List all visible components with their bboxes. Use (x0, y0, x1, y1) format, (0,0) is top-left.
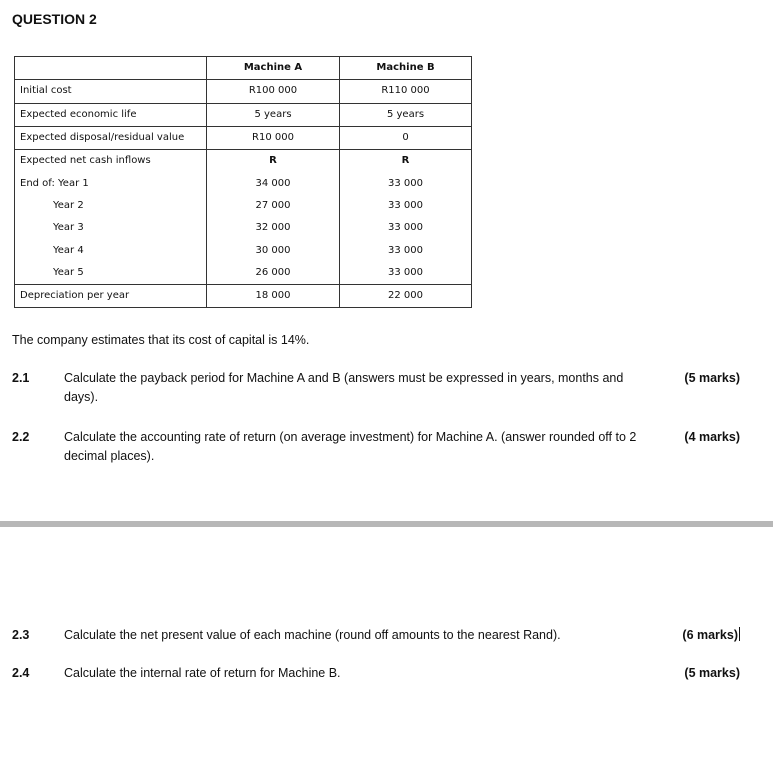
table-row (15, 103, 472, 126)
machine-b-value: 33 000 (340, 262, 472, 285)
table-row (15, 172, 472, 194)
machine-a-value: 5 years (207, 103, 340, 126)
question-number: 2.4 (12, 666, 30, 680)
row-label: Year 2 (15, 195, 207, 217)
row-label: Year 4 (15, 239, 207, 261)
question-marks: (4 marks) (684, 430, 740, 444)
machine-b-value: 5 years (340, 103, 472, 126)
machine-a-value: 30 000 (207, 239, 340, 261)
header-blank (15, 57, 207, 80)
machine-a-value: 26 000 (207, 262, 340, 285)
question-text: Calculate the net present value of each machine (round off amounts to the nearest Rand). (64, 628, 561, 642)
table-row (15, 239, 472, 261)
header-machine-b: Machine B (340, 57, 472, 80)
row-label: Expected net cash inflows (15, 150, 207, 173)
text-cursor (739, 627, 740, 641)
cost-of-capital-statement: The company estimates that its cost of capital is 14%. (12, 333, 310, 347)
table-header-row (15, 57, 472, 80)
question-number: 2.1 (12, 371, 30, 385)
machine-b-value: 33 000 (340, 217, 472, 239)
machine-a-value: 18 000 (207, 284, 340, 307)
question-text: Calculate the payback period for Machine A and B (answers must be expressed in years, months and days). (64, 371, 624, 404)
machine-b-value: R110 000 (340, 80, 472, 103)
row-label: Year 3 (15, 217, 207, 239)
machine-comparison-table (14, 56, 471, 308)
header-machine-a: Machine A (207, 57, 340, 80)
table-row (15, 126, 472, 149)
table-row (15, 217, 472, 239)
machine-a-value: R100 000 (207, 80, 340, 103)
machine-a-value: R (207, 150, 340, 173)
machine-b-value: 33 000 (340, 172, 472, 194)
machine-a-value: R10 000 (207, 126, 340, 149)
question-marks: (6 marks) (682, 628, 738, 642)
question-marks: (5 marks) (684, 371, 740, 385)
question-number: 2.2 (12, 430, 30, 444)
row-label: Expected economic life (15, 103, 207, 126)
table-row (15, 195, 472, 217)
row-label: Year 5 (15, 262, 207, 285)
question-text: Calculate the accounting rate of return (on average investment) for Machine A. (answer rounded off to 2 decimal places). (64, 430, 637, 463)
question-marks-container (682, 626, 740, 645)
machine-b-value: 33 000 (340, 239, 472, 261)
row-label: End of: Year 1 (15, 172, 207, 194)
question-marks: (5 marks) (684, 666, 740, 680)
question-text: Calculate the internal rate of return for Machine B. (64, 666, 341, 680)
table-row (15, 262, 472, 285)
machine-b-value: 0 (340, 126, 472, 149)
machine-b-value: 33 000 (340, 195, 472, 217)
page-divider (0, 521, 773, 527)
machine-b-value: 22 000 (340, 284, 472, 307)
table-row (15, 150, 472, 173)
table-row (15, 284, 472, 307)
machine-a-value: 34 000 (207, 172, 340, 194)
row-label: Expected disposal/residual value (15, 126, 207, 149)
machine-a-value: 32 000 (207, 217, 340, 239)
question-number: 2.3 (12, 628, 30, 642)
table-row (15, 80, 472, 103)
machine-a-value: 27 000 (207, 195, 340, 217)
row-label: Initial cost (15, 80, 207, 103)
question-title: QUESTION 2 (12, 11, 97, 27)
machine-b-value: R (340, 150, 472, 173)
row-label: Depreciation per year (15, 284, 207, 307)
